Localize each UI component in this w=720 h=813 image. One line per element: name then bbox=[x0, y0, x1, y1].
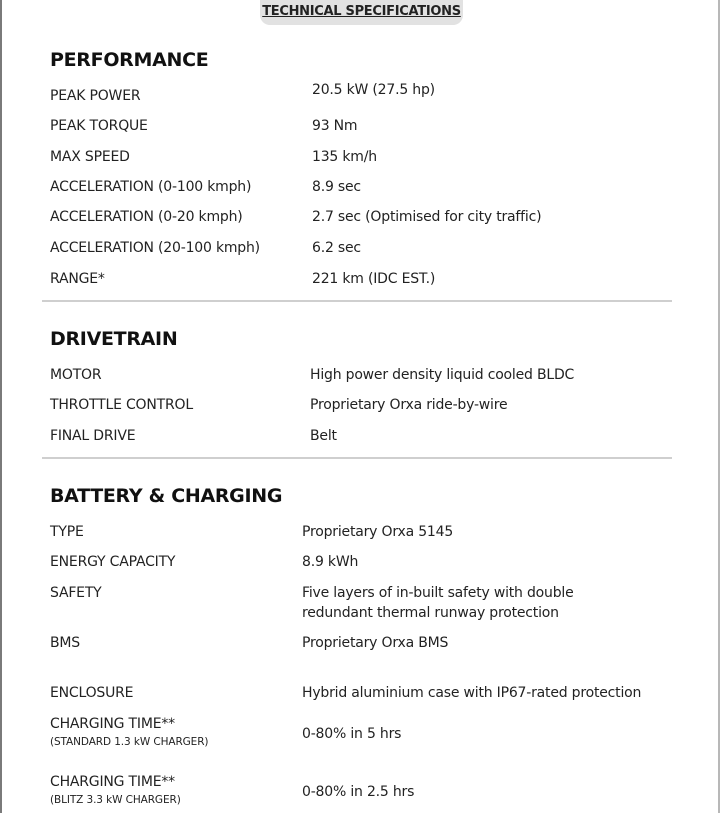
spec-label-charging-time-text: CHARGING TIME** bbox=[50, 716, 175, 732]
spec-label-enclosure: ENCLOSURE bbox=[50, 685, 134, 701]
spec-value-enclosure: Hybrid aluminium case with IP67-rated protection bbox=[302, 685, 642, 701]
section-divider bbox=[42, 457, 672, 459]
spec-value-bms: Proprietary Orxa BMS bbox=[302, 635, 449, 651]
page-left-edge bbox=[0, 0, 2, 813]
spec-label-max-speed: MAX SPEED bbox=[50, 149, 130, 165]
spec-value-acceleration-0-100: 8.9 sec bbox=[312, 179, 361, 195]
spec-value-motor: High power density liquid cooled BLDC bbox=[310, 367, 575, 383]
spec-label-charging-time-blitz bbox=[50, 772, 181, 808]
spec-value-charging-time-blitz: 0-80% in 2.5 hrs bbox=[302, 784, 415, 800]
spec-sublabel-standard-charger: (STANDARD 1.3 kW CHARGER) bbox=[50, 736, 209, 748]
spec-value-safety-line-2: redundant thermal runway protection bbox=[302, 605, 559, 621]
spec-label-bms: BMS bbox=[50, 635, 80, 651]
spec-label-charging-time-text: CHARGING TIME** bbox=[50, 774, 175, 790]
spec-value-peak-torque: 93 Nm bbox=[312, 118, 358, 134]
spec-value-acceleration-20-100: 6.2 sec bbox=[312, 240, 361, 256]
spec-value-final-drive: Belt bbox=[310, 428, 337, 444]
spec-label-throttle-control: THROTTLE CONTROL bbox=[50, 397, 193, 413]
spec-sublabel-blitz-charger: (BLITZ 3.3 kW CHARGER) bbox=[50, 794, 181, 806]
page-header-tab: TECHNICAL SPECIFICATIONS bbox=[260, 0, 463, 25]
spec-value-peak-power: 20.5 kW (27.5 hp) bbox=[312, 82, 435, 98]
spec-label-motor: MOTOR bbox=[50, 367, 102, 383]
spec-label-acceleration-0-100: ACCELERATION (0-100 kmph) bbox=[50, 179, 252, 195]
spec-value-energy-capacity: 8.9 kWh bbox=[302, 554, 359, 570]
spec-label-safety: SAFETY bbox=[50, 585, 102, 601]
spec-value-max-speed: 135 km/h bbox=[312, 149, 377, 165]
spec-label-acceleration-0-20: ACCELERATION (0-20 kmph) bbox=[50, 209, 243, 225]
spec-value-charging-time-standard: 0-80% in 5 hrs bbox=[302, 726, 402, 742]
section-title-drivetrain: DRIVETRAIN bbox=[50, 328, 178, 350]
spec-label-acceleration-20-100: ACCELERATION (20-100 kmph) bbox=[50, 240, 260, 256]
spec-value-throttle-control: Proprietary Orxa ride-by-wire bbox=[310, 397, 508, 413]
spec-label-range: RANGE* bbox=[50, 271, 105, 287]
spec-label-final-drive: FINAL DRIVE bbox=[50, 428, 136, 444]
section-divider bbox=[42, 300, 672, 302]
spec-label-type: TYPE bbox=[50, 524, 84, 540]
section-title-performance: PERFORMANCE bbox=[50, 49, 209, 71]
spec-value-type: Proprietary Orxa 5145 bbox=[302, 524, 454, 540]
spec-label-charging-time-standard bbox=[50, 714, 208, 750]
spec-value-safety-line-1: Five layers of in-built safety with double bbox=[302, 585, 574, 601]
spec-value-acceleration-0-20: 2.7 sec (Optimised for city traffic) bbox=[312, 209, 542, 225]
section-title-battery-charging: BATTERY & CHARGING bbox=[50, 485, 283, 507]
spec-value-range: 221 km (IDC EST.) bbox=[312, 271, 436, 287]
spec-label-peak-torque: PEAK TORQUE bbox=[50, 118, 148, 134]
spec-label-energy-capacity: ENERGY CAPACITY bbox=[50, 554, 176, 570]
spec-label-peak-power: PEAK POWER bbox=[50, 88, 141, 104]
